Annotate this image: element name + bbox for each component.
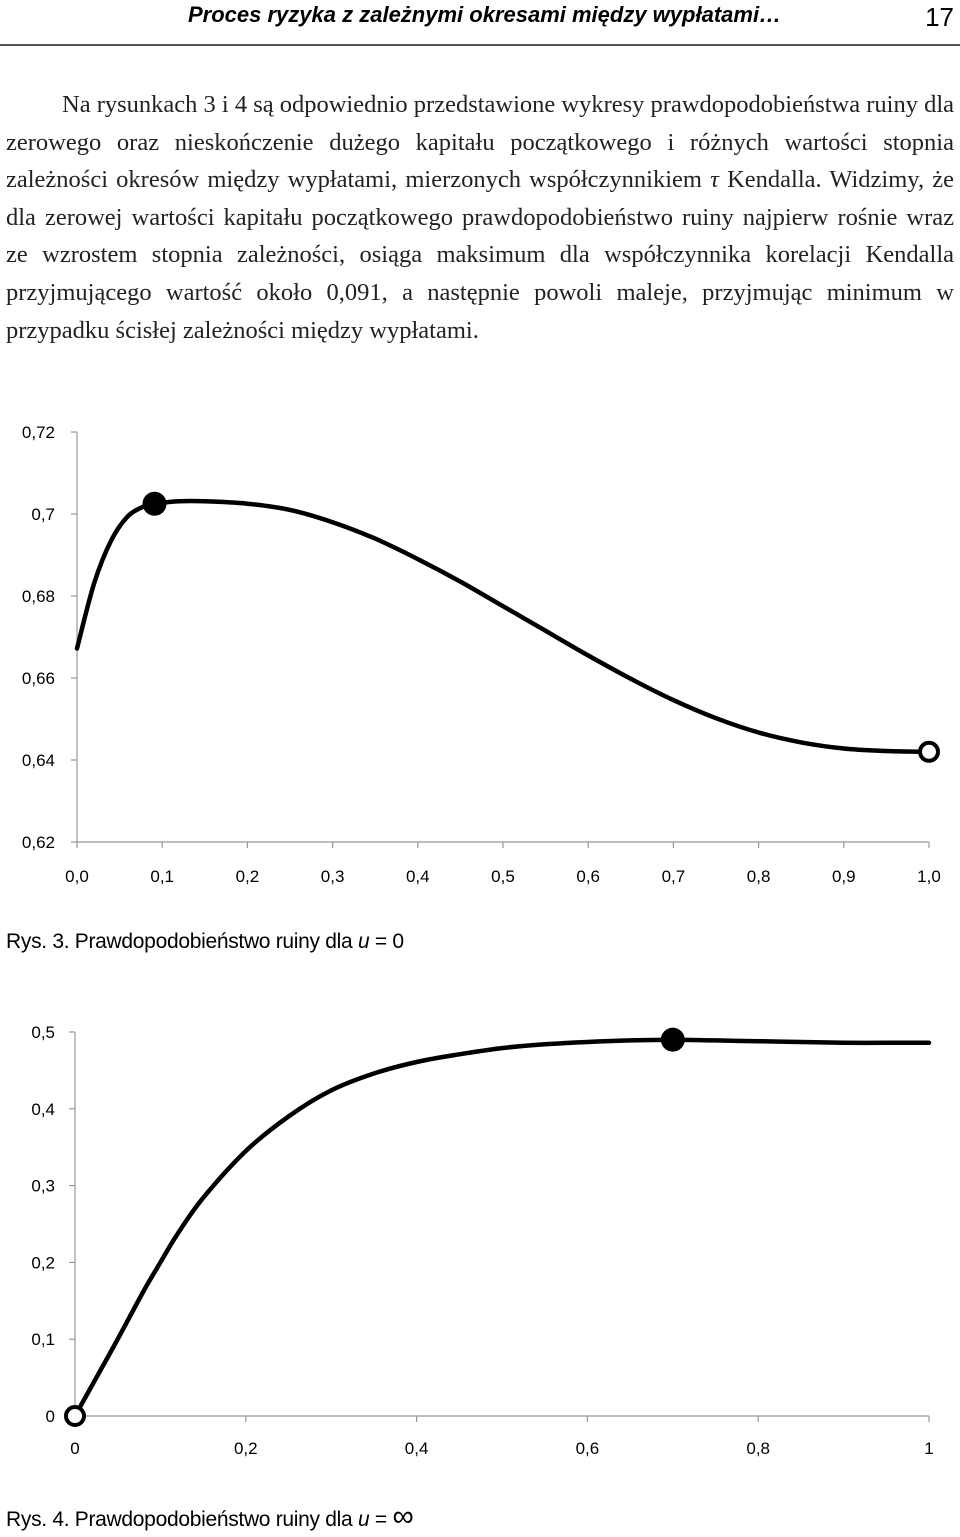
fig3-x-tick-label: 0,6	[576, 867, 601, 886]
fig3-y-tick-label: 0,66	[21, 669, 55, 688]
fig4-x-tick-label: 1	[924, 1439, 934, 1458]
fig4-y-tick-label: 0,5	[31, 1023, 55, 1042]
figure-4-caption-var: u	[357, 1508, 370, 1531]
fig3-x-tick-label: 0,3	[320, 867, 345, 886]
fig4-x-tick-label: 0,4	[404, 1439, 429, 1458]
paragraph-text-1: Na rysunkach 3 i 4 są odpowiednio przedstawione wykresy prawdopodobieństwa ruiny dla zerowego oraz nieskończenie dużego kapitału początkowego i różnych wartości stopnia zależności okresów między wypłatami, mierzonych współczynnikiem	[6, 91, 955, 194]
fig4-marker-filled	[661, 1028, 685, 1052]
fig3-marker-open	[920, 743, 938, 761]
fig3-curve	[77, 501, 929, 752]
fig4-x-tick-label: 0,2	[233, 1439, 258, 1458]
fig3-x-tick-label: 0,8	[746, 867, 771, 886]
figure-4-caption-prefix: Rys. 4. Prawdopodobieństwo ruiny dla	[6, 1508, 358, 1531]
figure-3-caption	[6, 930, 404, 954]
fig3-x-tick-label: 0,4	[405, 867, 430, 886]
figure-3-chart	[0, 410, 960, 900]
fig3-y-tick-label: 0,62	[21, 833, 55, 852]
fig3-x-tick-label: 0,1	[150, 867, 175, 886]
fig4-y-tick-label: 0,4	[31, 1099, 55, 1119]
fig3-x-tick-label: 0,5	[491, 867, 515, 886]
running-header	[0, 0, 960, 46]
fig3-x-tick-label: 0,2	[235, 867, 260, 886]
fig4-x-tick-label: 0,6	[575, 1439, 600, 1458]
figure-4-caption-suffix: =	[369, 1508, 393, 1531]
running-title: Proces ryzyka z zależnymi okresami między wypłatami…	[188, 2, 782, 27]
fig4-y-tick-label: 0	[45, 1407, 55, 1426]
fig4-x-tick-label: 0,8	[746, 1439, 771, 1458]
fig4-y-tick-label: 0,2	[31, 1253, 55, 1273]
tau-symbol: τ	[710, 166, 719, 194]
fig4-marker-open	[66, 1407, 84, 1425]
fig3-x-tick-label: 0,9	[831, 867, 856, 886]
infinity-symbol: ∞	[392, 1500, 414, 1533]
page-number: 17	[925, 2, 954, 32]
fig3-x-tick-label: 0,7	[661, 867, 686, 886]
figure-4-chart	[0, 1010, 960, 1480]
fig3-x-tick-label: 1,0	[917, 867, 941, 886]
fig3-y-tick-label: 0,7	[31, 505, 55, 524]
body-paragraph	[6, 86, 954, 349]
fig3-x-tick-label: 0,0	[65, 867, 89, 886]
fig3-y-tick-label: 0,64	[21, 751, 55, 770]
fig3-y-tick-label: 0,68	[21, 587, 55, 606]
paragraph-text-2: Kendalla. Widzimy, że dla zerowej wartości kapitału początkowego prawdopodobieństwo ruiny najpierw rośnie wraz ze wzrostem stopnia zależności, osiąga maksimum dla współczynnika korelacji Kendalla przyjmującego wartość około 0,091, a następnie powoli maleje, przyjmując minimum w przypadku ścisłej zależności między wypłatami.	[6, 166, 954, 344]
fig4-x-tick-label: 0	[70, 1439, 80, 1458]
fig4-y-tick-label: 0,3	[31, 1176, 55, 1196]
fig3-y-tick-label: 0,72	[21, 423, 55, 442]
fig4-y-tick-label: 0,1	[31, 1330, 55, 1350]
figure-3-caption-suffix: = 0	[369, 930, 404, 953]
fig4-curve	[75, 1040, 929, 1416]
figure-3-caption-var: u	[357, 930, 370, 953]
figure-4-caption	[6, 1500, 414, 1533]
fig3-marker-filled	[143, 492, 167, 516]
figure-3-caption-prefix: Rys. 3. Prawdopodobieństwo ruiny dla	[6, 930, 358, 953]
